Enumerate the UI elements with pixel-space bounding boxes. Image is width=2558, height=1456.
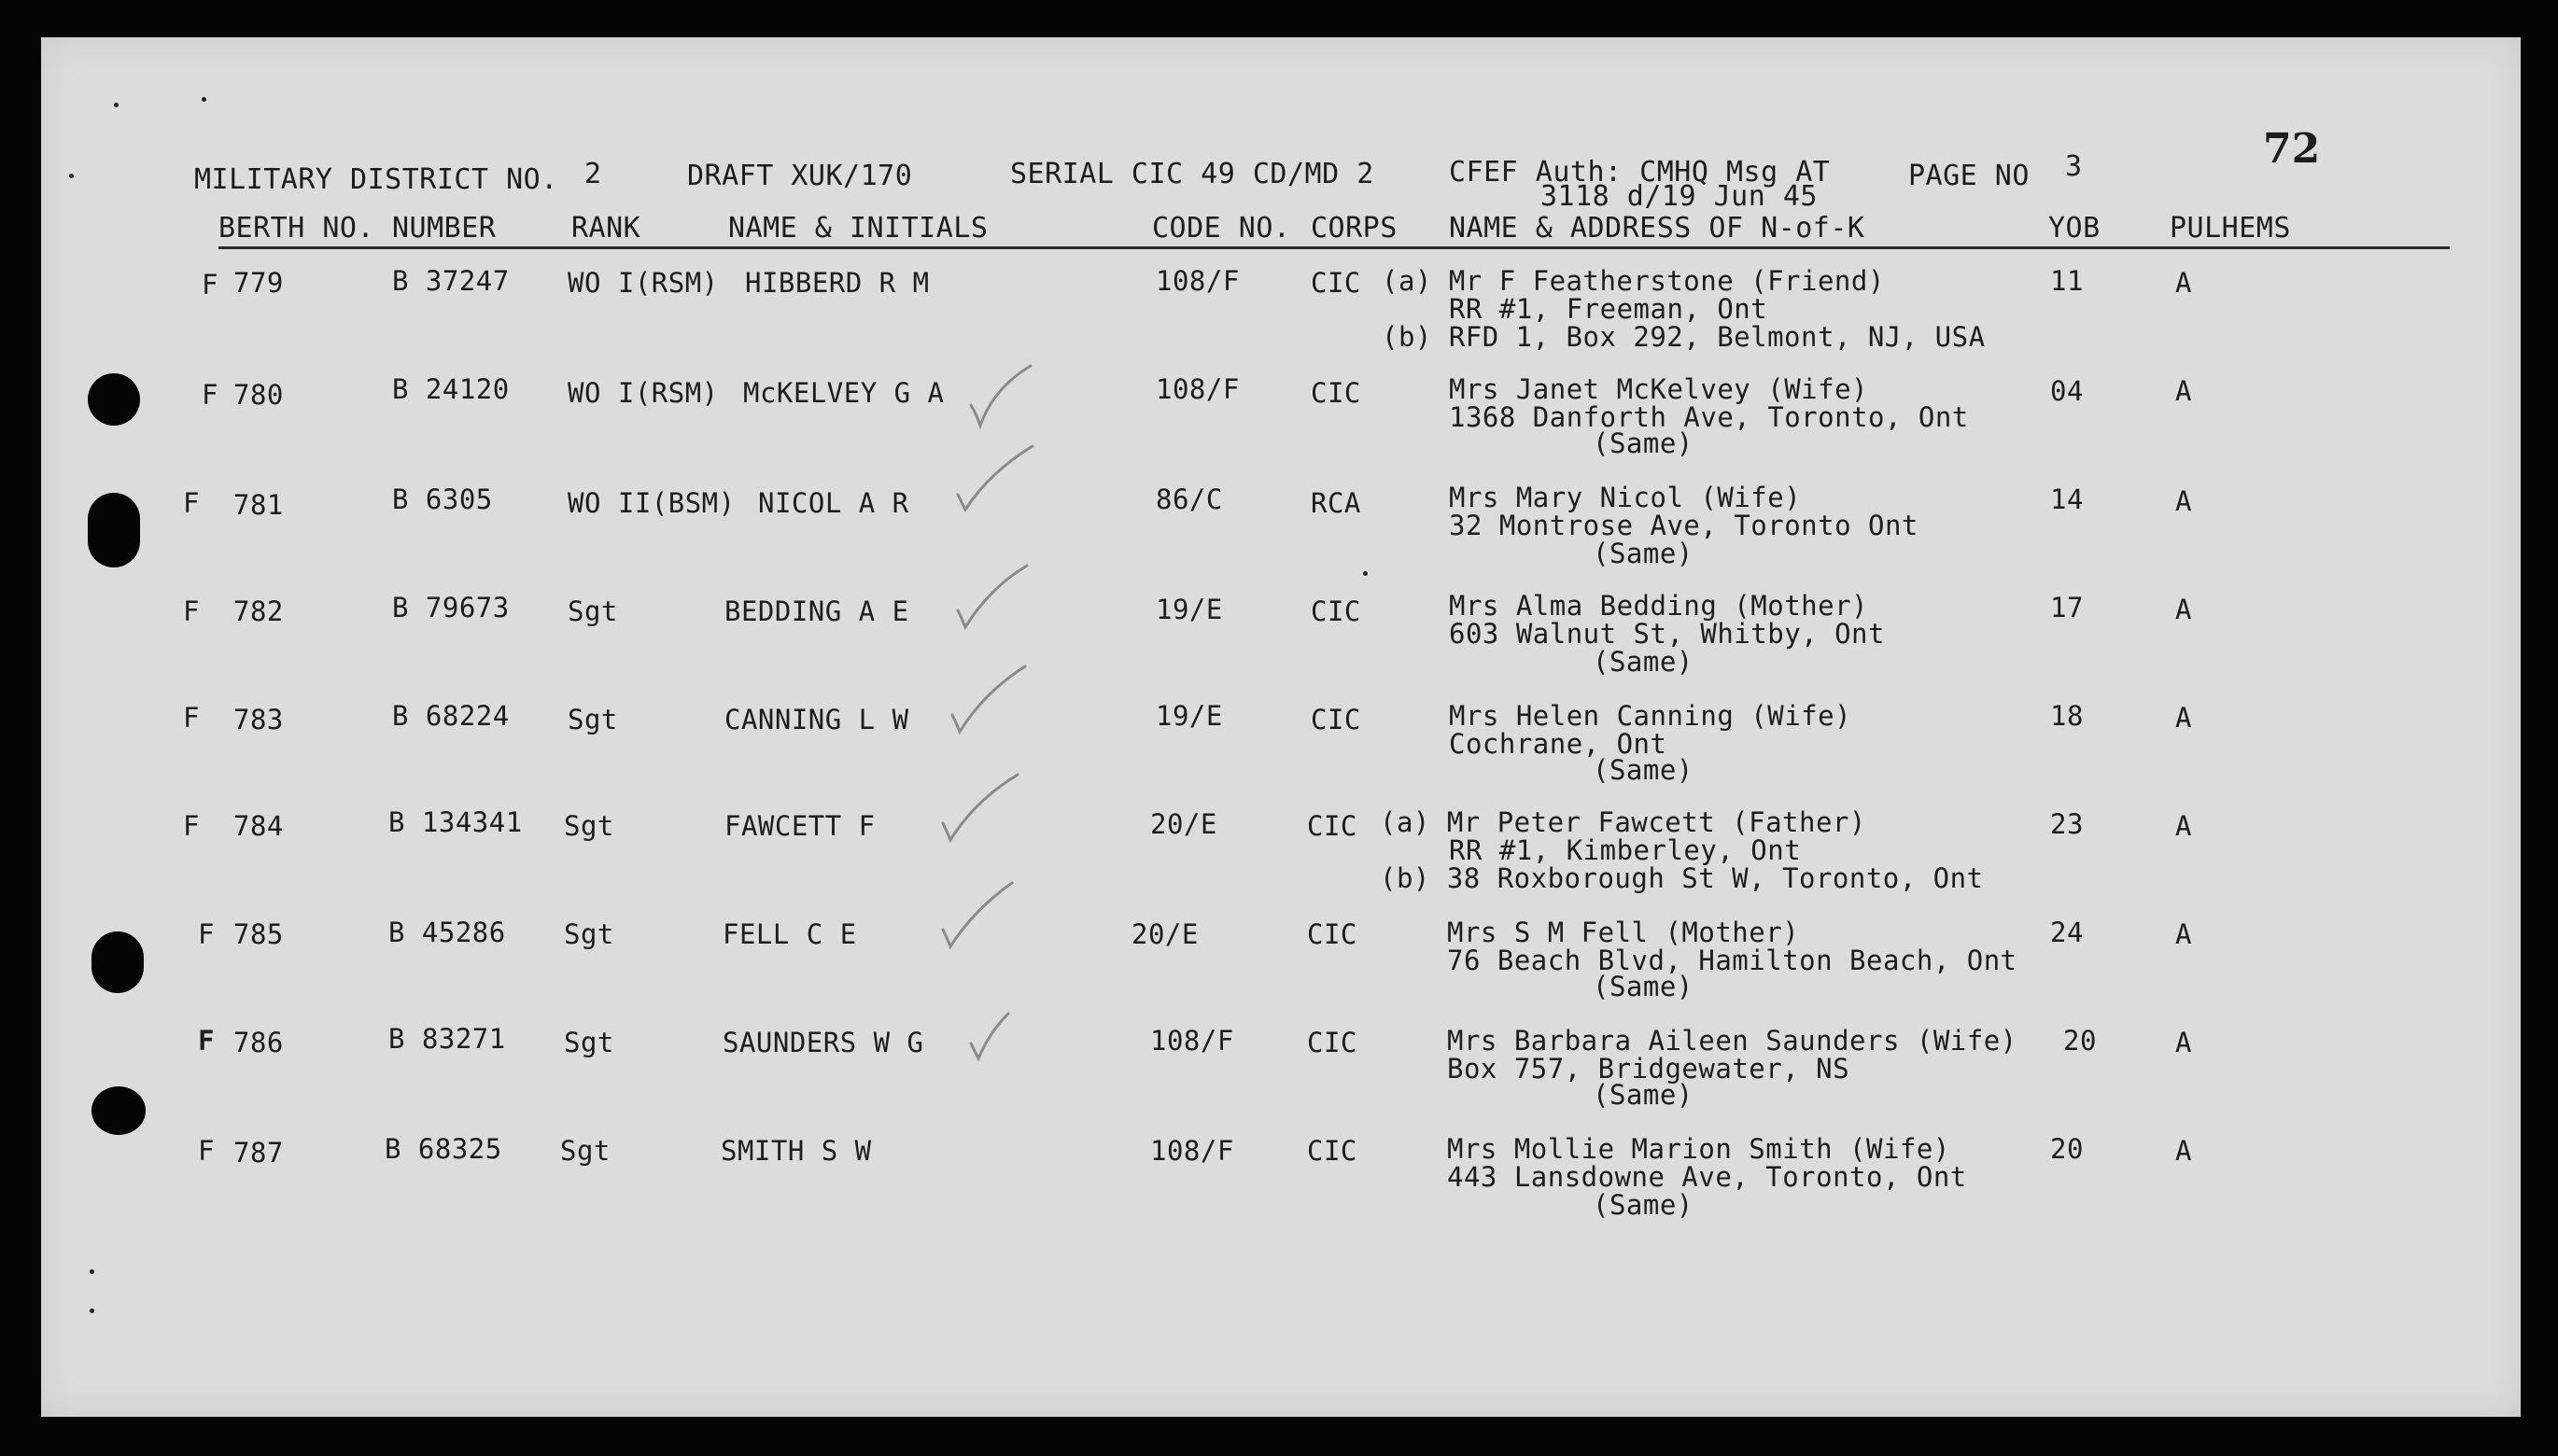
district-number: 2 (584, 158, 602, 190)
col-nok: NAME & ADDRESS OF N-of-K (1449, 212, 1865, 245)
pulhems: A (2175, 1135, 2192, 1167)
col-yob: YOB (2048, 212, 2101, 245)
page-label: PAGE NO (1908, 160, 2030, 192)
nok-line: 76 Beach Blvd, Hamilton Beach, Ont (1447, 945, 2017, 976)
soldier-name: FELL C E (723, 918, 857, 950)
nok-line: (a) Mr Peter Fawcett (Father) (1380, 806, 1866, 838)
nok-line: Mrs Mollie Marion Smith (Wife) (1447, 1133, 1950, 1165)
nok-line: Mrs Helen Canning (Wife) (1449, 700, 1852, 732)
pulhems: A (2175, 702, 2192, 734)
berth-no: 782 (233, 595, 284, 627)
berth-prefix: F (183, 702, 200, 734)
corps: CIC (1311, 595, 1361, 627)
service-number: B 37247 (392, 265, 510, 297)
service-number: B 83271 (388, 1023, 506, 1055)
punch-hole (91, 1086, 146, 1135)
authority-line-2: 3118 d/19 Jun 45 (1540, 180, 1818, 213)
nok-line: (b) 38 Roxborough St W, Toronto, Ont (1380, 862, 1984, 894)
punch-hole (88, 373, 140, 426)
corps: CIC (1311, 267, 1361, 299)
berth-prefix: F (202, 379, 218, 411)
speck (69, 174, 74, 178)
corps: CIC (1307, 1135, 1357, 1167)
code-no: 108/F (1156, 373, 1240, 405)
pulhems: A (2175, 1027, 2192, 1058)
service-number: B 24120 (392, 373, 510, 405)
berth-no: 783 (233, 704, 284, 735)
code-no: 86/C (1156, 483, 1223, 515)
code-no: 108/F (1156, 265, 1240, 297)
soldier-name: McKELVEY G A (743, 377, 945, 409)
punch-hole (91, 931, 144, 993)
nok-line: Mrs S M Fell (Mother) (1447, 917, 1800, 948)
check-mark-icon (952, 560, 1036, 638)
berth-no: 784 (233, 810, 284, 842)
col-corps: CORPS (1311, 212, 1398, 245)
service-number: B 6305 (392, 483, 493, 515)
check-mark-icon (965, 360, 1049, 439)
district-label: MILITARY DISTRICT NO. (194, 163, 558, 196)
nok-line: (Same) (1593, 971, 1694, 1002)
service-number: B 79673 (392, 592, 510, 623)
yob: 23 (2050, 808, 2084, 840)
nok-line: (Same) (1593, 538, 1694, 569)
speck (202, 97, 206, 102)
nok-line: Mrs Barbara Aileen Saunders (Wife) (1447, 1025, 2017, 1057)
rank: Sgt (564, 918, 614, 950)
nok-line: Mrs Janet McKelvey (Wife) (1449, 373, 1868, 405)
corps: CIC (1307, 918, 1357, 950)
yob: 18 (2050, 700, 2084, 732)
col-name: NAME & INITIALS (728, 212, 989, 245)
serial-number: SERIAL CIC 49 CD/MD 2 (1010, 158, 1374, 190)
rank: Sgt (564, 810, 614, 842)
nok-line: 1368 Danforth Ave, Toronto, Ont (1449, 401, 1969, 433)
code-no: 108/F (1150, 1025, 1234, 1057)
page-number: 3 (2065, 150, 2083, 183)
soldier-name: SMITH S W (721, 1135, 872, 1167)
pulhems: A (2175, 918, 2192, 950)
berth-prefix: F (183, 487, 200, 519)
nok-line: RR #1, Freeman, Ont (1449, 293, 1768, 325)
soldier-name: NICOL A R (758, 487, 909, 519)
code-no: 20/E (1150, 808, 1217, 840)
col-rank: RANK (571, 212, 641, 245)
col-berth-no: BERTH NO. (218, 212, 375, 245)
nok-line: Box 757, Bridgewater, NS (1447, 1053, 1850, 1085)
yob: 14 (2050, 483, 2084, 515)
pulhems: A (2175, 485, 2192, 517)
rank: Sgt (560, 1135, 611, 1167)
nok-line: (a) Mr F Featherstone (Friend) (1382, 265, 1885, 297)
yob: 20 (2063, 1025, 2097, 1057)
yob: 04 (2050, 375, 2084, 407)
code-no: 108/F (1150, 1135, 1234, 1167)
nok-line: 443 Lansdowne Ave, Toronto, Ont (1447, 1161, 1967, 1193)
col-pulhems: PULHEMS (2170, 212, 2291, 245)
nok-line: (Same) (1593, 754, 1694, 786)
berth-prefix: F (198, 1025, 215, 1057)
soldier-name: SAUNDERS W G (723, 1027, 924, 1058)
berth-no: 779 (233, 267, 284, 299)
pulhems: A (2175, 267, 2192, 299)
yob: 20 (2050, 1133, 2084, 1165)
nok-line: 603 Walnut St, Whitby, Ont (1449, 618, 1885, 650)
rank: WO I(RSM) (568, 377, 719, 409)
nok-line: (Same) (1593, 427, 1694, 459)
check-mark-icon (947, 661, 1031, 739)
speck (114, 103, 119, 107)
nok-line: (Same) (1593, 1189, 1694, 1221)
berth-no: 787 (233, 1137, 284, 1169)
corps: CIC (1307, 1027, 1357, 1058)
nok-line: Cochrane, Ont (1449, 728, 1667, 760)
check-mark-icon (965, 1008, 1049, 1086)
nok-line: (Same) (1593, 1079, 1694, 1111)
berth-no: 785 (233, 918, 284, 950)
nok-line: (Same) (1593, 646, 1694, 678)
speck (1363, 571, 1368, 576)
rank: WO I(RSM) (568, 267, 719, 299)
code-no: 19/E (1156, 700, 1223, 732)
punch-hole (88, 493, 140, 567)
document-sheet (41, 37, 2521, 1417)
corps: CIC (1311, 704, 1361, 735)
berth-prefix: F (202, 269, 218, 301)
nok-line: RR #1, Kimberley, Ont (1449, 834, 1802, 866)
service-number: B 45286 (388, 917, 506, 948)
sheet-number: 72 (2263, 125, 2321, 173)
pulhems: A (2175, 594, 2192, 625)
draft-number: DRAFT XUK/170 (687, 160, 913, 192)
berth-prefix: F (183, 595, 200, 627)
authority-line-1: CFEF Auth: CMHQ Msg AT (1449, 156, 1831, 189)
service-number: B 68224 (392, 700, 510, 732)
check-mark-icon (937, 769, 1021, 847)
soldier-name: BEDDING A E (724, 595, 909, 627)
nok-line: Mrs Mary Nicol (Wife) (1449, 482, 1802, 513)
speck (90, 1269, 94, 1274)
pulhems: A (2175, 810, 2192, 842)
yob: 24 (2050, 917, 2084, 948)
berth-no: 780 (233, 379, 284, 411)
yob: 11 (2050, 265, 2084, 297)
service-number: B 68325 (385, 1133, 502, 1165)
speck (90, 1309, 94, 1313)
col-code-no: CODE NO. (1152, 212, 1291, 245)
soldier-name: CANNING L W (724, 704, 909, 735)
berth-prefix: F (198, 918, 215, 950)
rank: Sgt (564, 1027, 614, 1058)
berth-prefix: F (183, 810, 200, 842)
berth-no: 781 (233, 489, 284, 521)
check-mark-icon (937, 877, 1021, 956)
rank: Sgt (568, 704, 618, 735)
service-number: B 134341 (388, 806, 523, 838)
col-number: NUMBER (392, 212, 497, 245)
yob: 17 (2050, 592, 2084, 623)
check-mark-icon (952, 441, 1036, 519)
soldier-name: FAWCETT F (724, 810, 876, 842)
rank: Sgt (568, 595, 618, 627)
nok-line: (b) RFD 1, Box 292, Belmont, NJ, USA (1382, 321, 1986, 353)
header-rule (218, 246, 2450, 249)
berth-prefix: F (198, 1135, 215, 1167)
rank: WO II(BSM) (568, 487, 736, 519)
pulhems: A (2175, 375, 2192, 407)
corps: CIC (1307, 810, 1357, 842)
nok-line: 32 Montrose Ave, Toronto Ont (1449, 510, 1918, 541)
code-no: 19/E (1156, 594, 1223, 625)
corps: CIC (1311, 377, 1361, 409)
soldier-name: HIBBERD R M (745, 267, 930, 299)
corps: RCA (1311, 487, 1361, 519)
nok-line: Mrs Alma Bedding (Mother) (1449, 590, 1868, 622)
code-no: 20/E (1131, 918, 1199, 950)
berth-no: 786 (233, 1027, 284, 1058)
